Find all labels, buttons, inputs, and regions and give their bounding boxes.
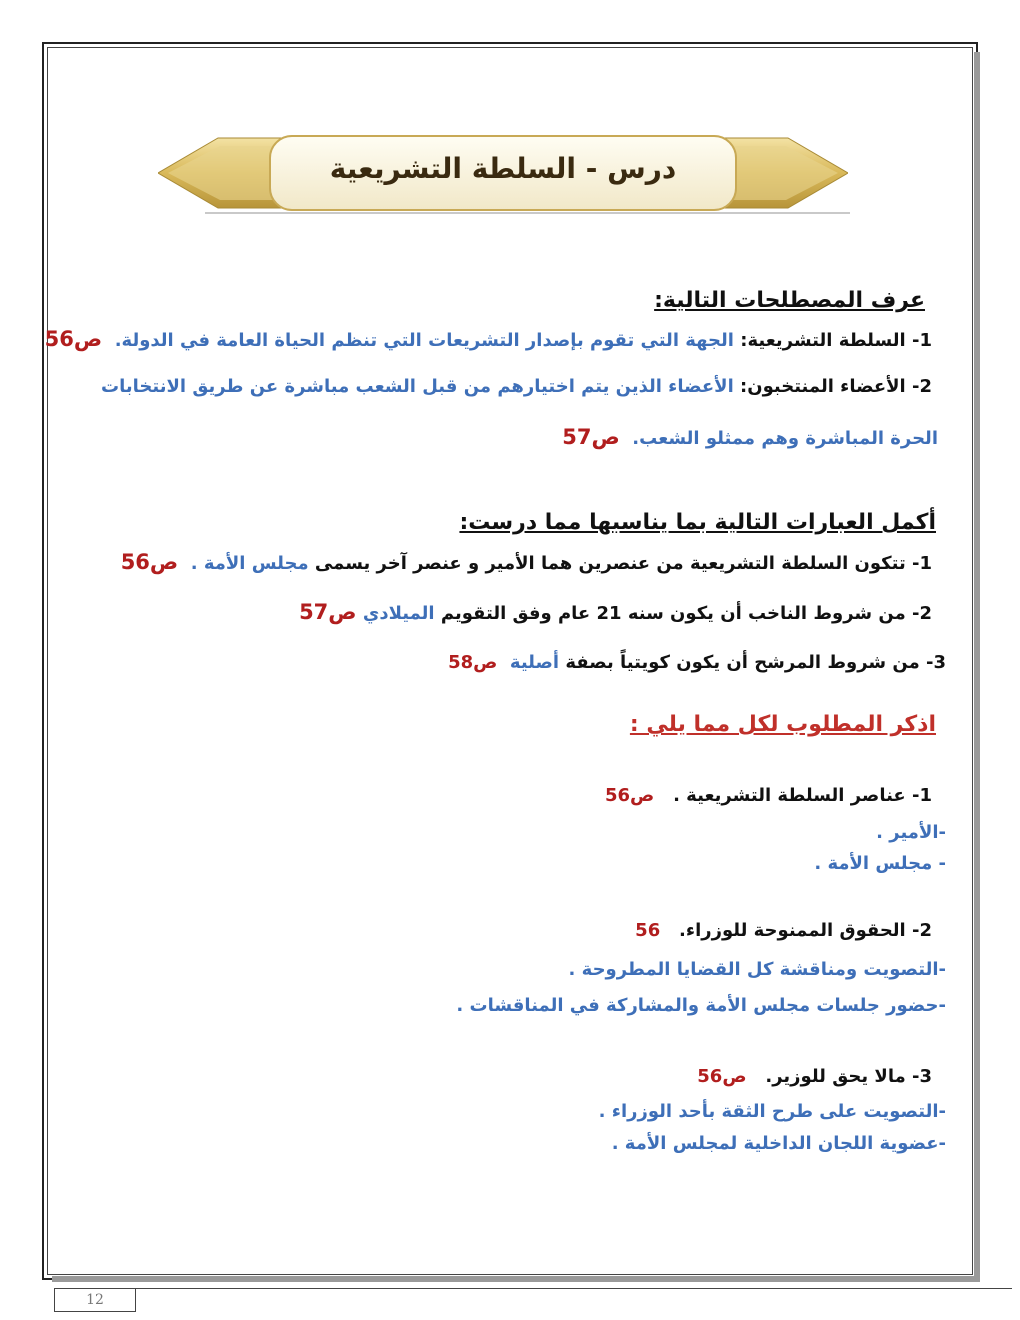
definition-text: الجهة التي تقوم بإصدار التشريعات التي تنظم الحياة العامة في الدولة. [114,330,734,351]
page-shadow-right [974,52,980,1282]
fill-item-2 [299,600,932,624]
question-2 [635,920,932,941]
page-ref: 56 [635,920,661,941]
page-ref: ص56 [120,550,179,574]
definition-2 [101,376,932,397]
definition-text: الحرة المباشرة وهم ممثلو الشعب. [632,428,938,449]
page-ref: ص56 [604,785,655,806]
question-text: 1- عناصر السلطة التشريعية . [673,785,932,806]
page-ref: ص58 [448,652,498,673]
page-shadow-bottom [52,1276,980,1282]
statement-text: 1- تتكون السلطة التشريعية من عنصرين هما الأمير و عنصر آخر يسمى [314,553,932,574]
lesson-banner [158,128,848,218]
page-ref: ص57 [299,600,357,624]
answer-3-1: -التصويت على طرح الثقة بأحد الوزراء . [598,1101,946,1122]
fill-item-3 [448,652,946,673]
page-number: 12 [54,1288,136,1312]
fill-item-1 [121,550,932,574]
footer-line [134,1288,1012,1289]
answer-2-1: -التصويت ومناقشة كل القضايا المطروحة . [568,959,946,980]
statement-text: 2- من شروط الناخب أن يكون سنه 21 عام وفق التقويم [440,603,932,624]
lesson-title: درس - السلطة التشريعية [329,152,677,185]
question-1 [605,785,932,806]
page-ref: ص57 [562,425,620,449]
answer-text: الميلادي [362,603,435,624]
section1-heading: عرف المصطلحات التالية: [654,288,925,313]
statement-text: 3- من شروط المرشح أن يكون كويتياً بصفة [565,652,946,673]
question-text: 3- مالا يحق للوزير. [765,1066,932,1087]
answer-1-1: -الأمير . [876,822,946,843]
answer-text: أصلية [509,652,560,673]
term-label: 1- السلطة التشريعية: [740,330,932,351]
question-text: 2- الحقوق الممنوحة للوزراء. [679,920,932,941]
section3-heading: اذكر المطلوب لكل مما يلي : [629,712,936,737]
page-ref: ص56 [44,327,103,351]
definition-2-cont [562,425,938,449]
answer-1-2: - مجلس الأمة . [814,853,946,874]
section2-heading: أكمل العبارات التالية بما يناسبها مما درست: [459,510,936,535]
answer-2-2: -حضور جلسات مجلس الأمة والمشاركة في المناقشات . [456,995,946,1016]
definition-1 [45,327,932,351]
term-label: 2- الأعضاء المنتخبون: [740,376,932,397]
question-3 [697,1066,932,1087]
definition-text: الأعضاء الذين يتم اختيارهم من قبل الشعب مباشرة عن طريق الانتخابات [101,376,734,397]
page-ref: ص56 [697,1066,747,1087]
banner-underline [205,212,850,214]
answer-text: مجلس الأمة . [190,553,309,574]
answer-3-2: -عضوية اللجان الداخلية لمجلس الأمة . [611,1133,946,1154]
